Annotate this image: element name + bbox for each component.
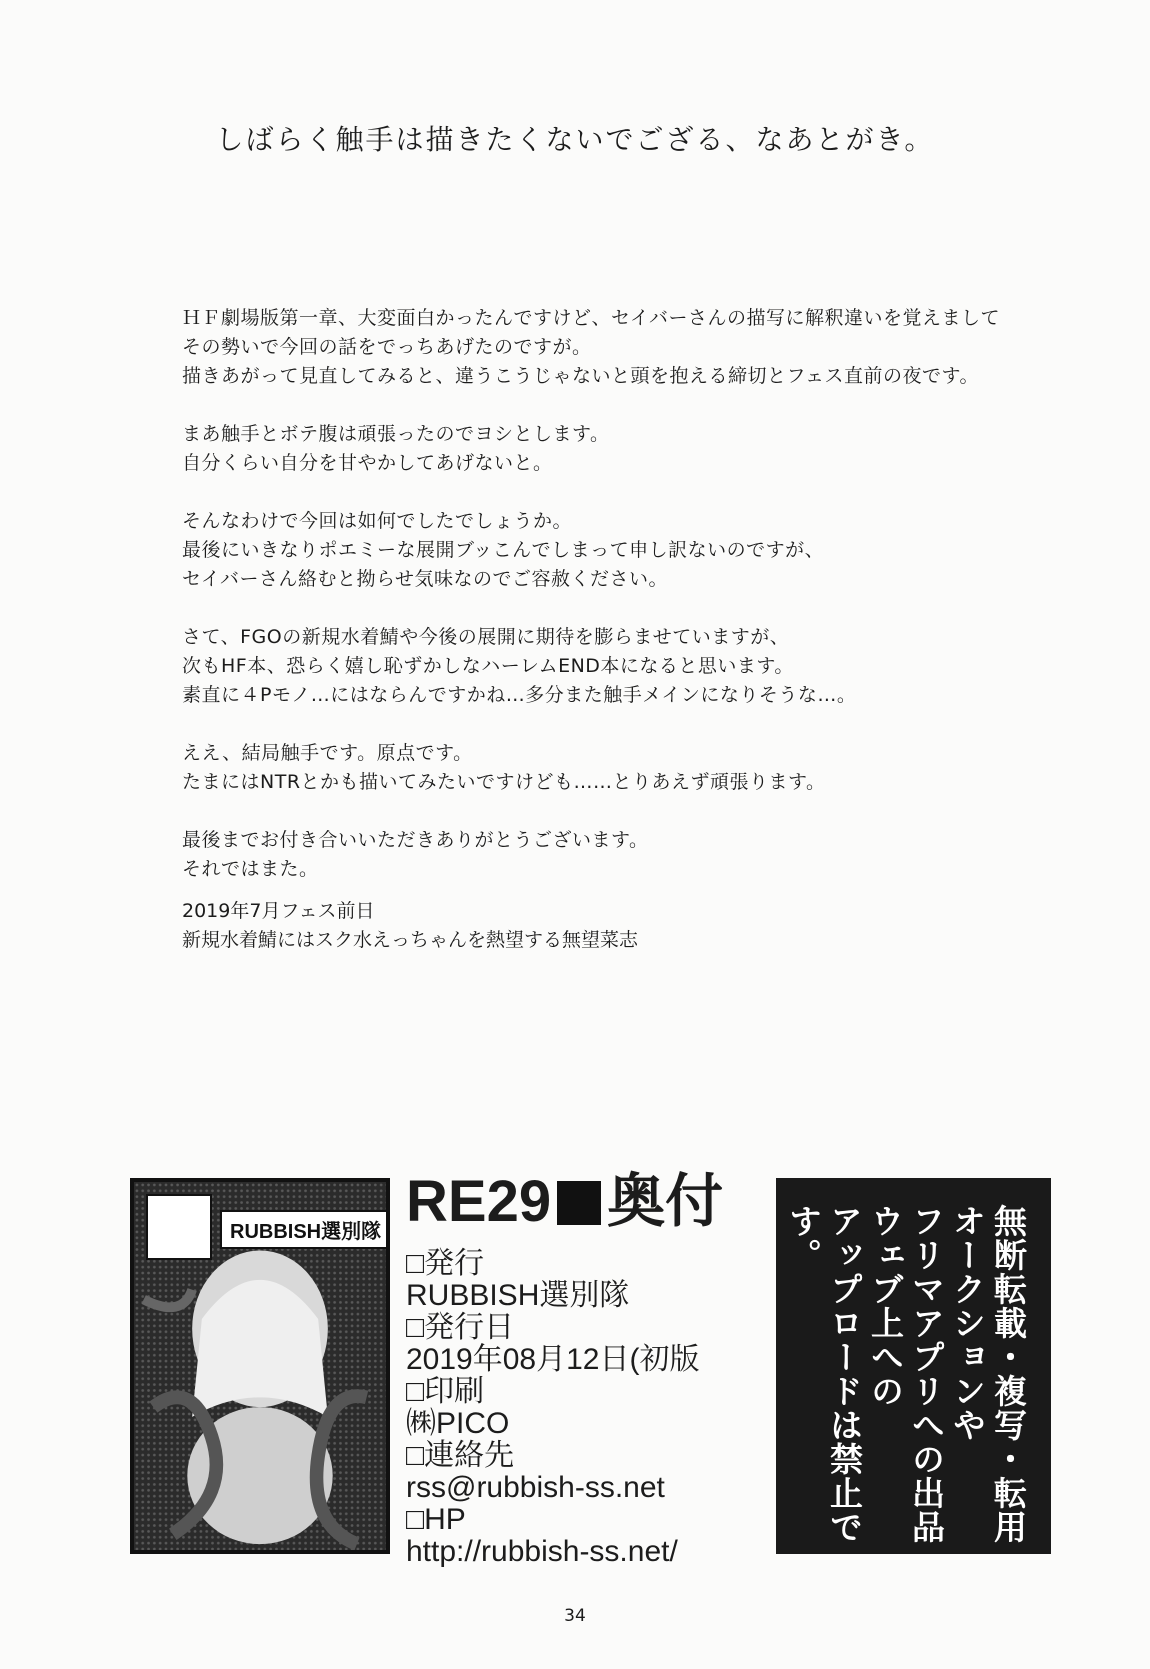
text-line: たまにはNTRとかも描いてみたいですけども……とりあえず頑張ります。 [182, 771, 826, 793]
colophon-info-list [406, 1248, 776, 1568]
paragraph [182, 826, 1062, 884]
text-line: 素直に４Pモノ…にはならんですかね…多分また触手メインになりそうな…。 [182, 684, 857, 706]
publisher-value: RUBBISH選別隊 [406, 1279, 630, 1312]
text-line: 描きあがって見直してみると、違うこうじゃないと頭を抱える締切とフェス直前の夜です。 [182, 365, 980, 387]
colophon [406, 1170, 776, 1568]
copyright-warning-text [783, 1204, 1029, 1554]
publish-date-value: 2019年08月12日(初版 [406, 1343, 700, 1376]
text-line: 次もHF本、恐らく嬉し恥ずかしなハーレムEND本になると思います。 [182, 655, 794, 677]
text-line: そんなわけで今回は如何でしたでしょうか。 [182, 510, 573, 532]
copyright-warning-box [776, 1178, 1051, 1554]
contact-label: □ 連絡先 [406, 1440, 776, 1472]
square-mark-icon [557, 1181, 601, 1225]
paragraph [182, 304, 1062, 391]
homepage-url: http://rubbish-ss.net/ [406, 1535, 678, 1568]
text-line: その勢いで今回の話をでっちあげたのですが。 [182, 336, 592, 358]
contact-email: rss@rubbish-ss.net [406, 1471, 665, 1504]
printer-label: □ 印刷 [406, 1376, 776, 1408]
page-number: 34 [564, 1606, 586, 1626]
signature-author: 新規水着鯖にはスク水えっちゃんを熱望する無望菜志 [182, 929, 639, 951]
text-line: さて、FGOの新規水着鯖や今後の展開に期待を膨らませていますが、 [182, 626, 790, 648]
afterword-title: しばらく触手は描きたくないでござる、なあとがき。 [215, 123, 935, 156]
text-line: 最後までお付き合いいただきありがとうございます。 [182, 829, 649, 851]
afterword-body [182, 304, 1062, 913]
text-line: 最後にいきなりポエミーな展開ブッこんでしまって申し訳ないのですが、 [182, 539, 825, 561]
warning-line: ウェブ上への [866, 1204, 905, 1408]
cover-thumbnail [130, 1178, 390, 1554]
colophon-title-label: 奥付 [607, 1169, 724, 1234]
colophon-title-code: RE29 [406, 1169, 552, 1234]
publish-date-label: □ 発行日 [406, 1312, 776, 1344]
printer-value: ㈱PICO [406, 1407, 510, 1440]
warning-line: オークションや [948, 1204, 987, 1442]
text-line: それではまた。 [182, 858, 319, 880]
homepage-label: □ HP [406, 1504, 776, 1536]
text-line: ＨＦ劇場版第一章、大変面白かったんですけど、セイバーさんの描写に解釈違いを覚えまして [182, 307, 1001, 329]
text-line: ええ、結局触手です。原点です。 [182, 742, 473, 764]
paragraph [182, 420, 1062, 478]
text-line: セイバーさん絡むと拗らせ気味なのでご容赦ください。 [182, 568, 668, 590]
cover-logo-box [146, 1194, 212, 1260]
paragraph [182, 623, 1062, 710]
cover-circle-label: RUBBISH選別隊 [220, 1210, 390, 1249]
warning-line: 無断転載・複写・転用 [989, 1204, 1028, 1544]
signature [182, 897, 638, 955]
text-line: 自分くらい自分を甘やかしてあげないと。 [182, 452, 553, 474]
text-line: まあ触手とボテ腹は頑張ったのでヨシとします。 [182, 423, 610, 445]
warning-line: フリマアプリへの出品 [907, 1204, 946, 1544]
publisher-label: □ 発行 [406, 1248, 776, 1280]
colophon-title [406, 1170, 776, 1234]
paragraph [182, 739, 1062, 797]
warning-line: アップロードは禁止です。 [784, 1204, 864, 1544]
paragraph [182, 507, 1062, 594]
signature-date: 2019年7月フェス前日 [182, 900, 375, 922]
